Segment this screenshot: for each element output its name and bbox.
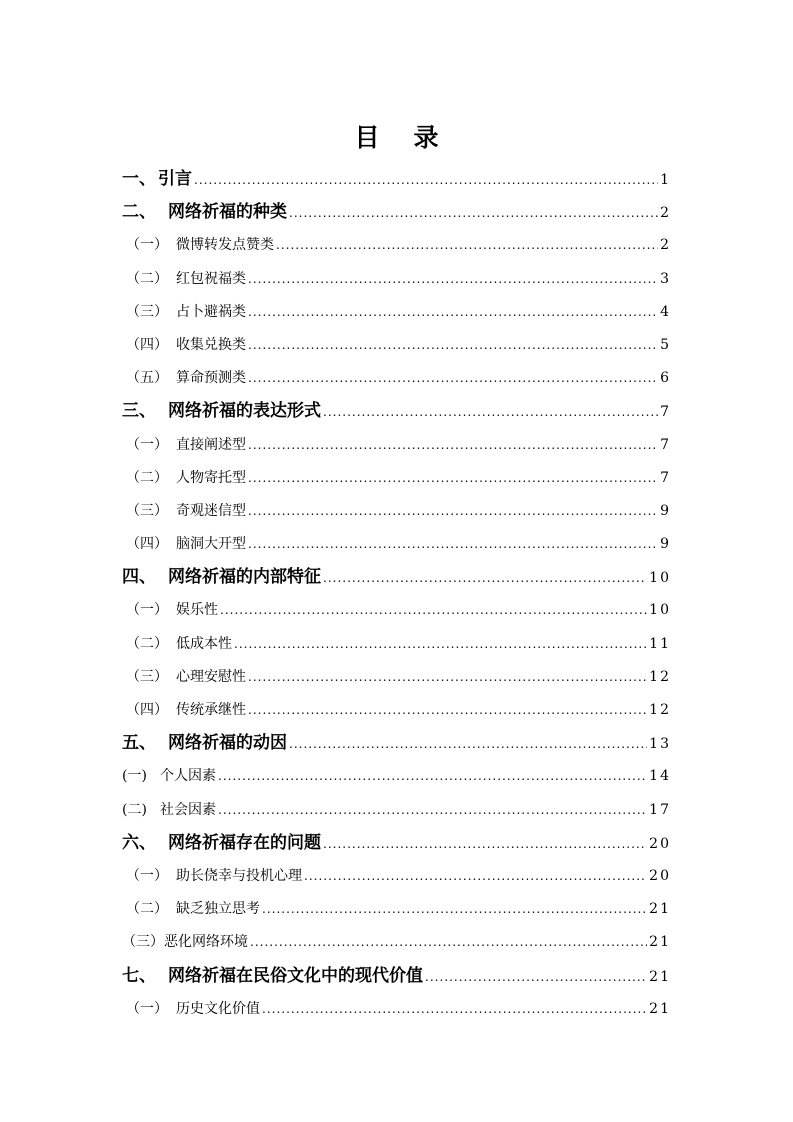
toc-entry-page: 17: [649, 801, 671, 818]
dot-leader: [248, 296, 658, 329]
dot-leader: [248, 462, 658, 495]
toc-entry-page: 21: [649, 901, 671, 918]
dot-leader: [248, 495, 658, 528]
toc-entry-label: 网络祈福的内部特征: [168, 567, 321, 588]
toc-entry-page: 5: [660, 336, 671, 353]
dot-leader: [218, 760, 647, 793]
toc-entry-number: （一）: [126, 237, 168, 254]
toc-entry-page: 14: [649, 768, 671, 785]
toc-entry-number: （三）: [126, 668, 168, 685]
toc-entry-page: 7: [660, 404, 671, 421]
toc-entry-2-5[interactable]: [122, 362, 669, 395]
toc-entry-5[interactable]: [122, 727, 669, 760]
toc-entry-5-1[interactable]: [122, 760, 669, 793]
toc-entry-number: （三）: [126, 303, 168, 320]
toc-entry-page: 12: [649, 702, 671, 718]
toc-entry-page: 2: [660, 205, 671, 222]
toc-entry-number: 二、: [122, 202, 156, 223]
dot-leader: [248, 694, 647, 727]
dot-leader: [323, 562, 647, 595]
toc-entry-2[interactable]: [122, 196, 669, 229]
toc-entry-number: 七、: [122, 965, 156, 986]
dot-leader: [248, 528, 658, 561]
toc-entry-number: 四、: [122, 567, 156, 588]
toc-entry-number: （一）: [126, 602, 168, 619]
toc-entry-label: 红包祝福类: [176, 270, 246, 287]
toc-entry-label: 算命预测类: [176, 370, 246, 387]
toc-entry-4-4[interactable]: [122, 694, 669, 727]
toc-entry-number: （二）: [126, 270, 168, 287]
toc-entry-5-2[interactable]: [122, 794, 669, 827]
toc-entry-label: 网络祈福的种类: [168, 202, 287, 223]
toc-entry-number: (一): [122, 768, 147, 785]
dot-leader: [262, 893, 647, 926]
table-of-contents: [122, 163, 669, 1026]
toc-entry-page: 13: [649, 736, 671, 753]
toc-entry-label: 娱乐性: [176, 602, 218, 619]
toc-entry-4-2[interactable]: [122, 628, 669, 661]
toc-entry-label: 收集兑换类: [176, 336, 246, 353]
toc-entry-number: （二）: [126, 901, 168, 918]
toc-entry-3-3[interactable]: [122, 495, 669, 528]
toc-entry-label: 网络祈福的表达形式: [168, 401, 321, 422]
toc-entry-6-2[interactable]: [122, 893, 669, 926]
dot-leader: [248, 429, 658, 462]
toc-entry-label: 网络祈福在民俗文化中的现代价值: [168, 965, 423, 986]
toc-entry-page: 20: [649, 867, 671, 884]
title-part-2: 录: [413, 123, 439, 152]
toc-entry-label: 占卜避祸类: [176, 303, 246, 320]
toc-entry-1[interactable]: [122, 163, 669, 196]
toc-entry-number: （四）: [126, 702, 168, 718]
toc-entry-number: 五、: [122, 733, 156, 754]
toc-entry-number: 六、: [122, 832, 156, 853]
dot-leader: [220, 594, 647, 627]
toc-entry-number: （三）: [122, 934, 164, 951]
toc-entry-page: 7: [660, 436, 671, 453]
toc-entry-label: 历史文化价值: [176, 1000, 260, 1017]
dot-leader: [194, 164, 658, 197]
page-title: [0, 118, 793, 158]
toc-entry-page: 11: [649, 635, 671, 652]
toc-entry-number: 一、: [122, 169, 156, 189]
toc-entry-page: 10: [649, 570, 671, 587]
dot-leader: [323, 828, 647, 861]
toc-entry-label: 传统承继性: [176, 702, 246, 718]
toc-entry-label: 引言: [158, 169, 192, 189]
toc-entry-label: 脑洞大开型: [176, 536, 246, 553]
toc-entry-2-2[interactable]: [122, 263, 669, 296]
toc-entry-number: （五）: [126, 370, 168, 387]
toc-entry-label: 心理安慰性: [176, 668, 246, 685]
toc-entry-page: 9: [660, 502, 671, 519]
toc-entry-6-1[interactable]: [122, 860, 669, 893]
toc-entry-number: （三）: [126, 502, 168, 519]
toc-entry-label: 人物寄托型: [176, 469, 246, 486]
toc-entry-2-1[interactable]: [122, 229, 669, 262]
toc-entry-page: 21: [649, 934, 671, 951]
toc-entry-4-3[interactable]: [122, 661, 669, 694]
toc-entry-4[interactable]: [122, 561, 669, 594]
toc-entry-number: （二）: [126, 469, 168, 486]
toc-entry-page: 21: [649, 968, 671, 985]
dot-leader: [289, 728, 647, 761]
toc-entry-number: （四）: [126, 536, 168, 553]
toc-entry-label: 直接阐述型: [176, 436, 246, 453]
toc-entry-number: （一）: [126, 867, 168, 884]
dot-leader: [323, 396, 658, 429]
toc-entry-3-4[interactable]: [122, 528, 669, 561]
toc-entry-3-2[interactable]: [122, 462, 669, 495]
toc-entry-label: 恶化网络环境: [164, 934, 248, 951]
toc-entry-page: 21: [649, 1000, 671, 1017]
toc-entry-page: 12: [649, 668, 671, 685]
toc-entry-label: 网络祈福的动因: [168, 733, 287, 754]
dot-leader: [218, 794, 647, 827]
toc-entry-6[interactable]: [122, 827, 669, 860]
dot-leader: [248, 329, 658, 362]
toc-entry-label: 社会因素: [160, 801, 216, 818]
toc-entry-number: （一）: [126, 436, 168, 453]
toc-entry-2-4[interactable]: [122, 329, 669, 362]
dot-leader: [248, 661, 647, 694]
toc-entry-7[interactable]: [122, 960, 669, 993]
toc-entry-page: 20: [649, 835, 671, 852]
dot-leader: [289, 197, 658, 230]
toc-entry-label: 微博转发点赞类: [176, 237, 274, 254]
toc-entry-number: （二）: [126, 635, 168, 652]
dot-leader: [425, 961, 647, 994]
dot-leader: [262, 993, 647, 1026]
toc-entry-4-1[interactable]: [122, 594, 669, 627]
toc-entry-page: 1: [660, 172, 671, 188]
toc-entry-number: （四）: [126, 336, 168, 353]
dot-leader: [304, 860, 647, 893]
dot-leader: [276, 229, 658, 262]
toc-entry-7-1[interactable]: [122, 993, 669, 1026]
toc-entry-label: 奇观迷信型: [176, 502, 246, 519]
toc-entry-label: 低成本性: [176, 635, 232, 652]
dot-leader: [248, 263, 658, 296]
toc-entry-page: 3: [660, 270, 671, 287]
toc-entry-page: 6: [660, 370, 671, 387]
toc-entry-page: 7: [660, 469, 671, 486]
toc-entry-6-3[interactable]: [122, 926, 669, 959]
title-part-1: 目: [354, 123, 380, 152]
dot-leader: [248, 362, 658, 395]
toc-entry-label: 网络祈福存在的问题: [168, 832, 321, 853]
toc-entry-page: 2: [660, 237, 671, 254]
toc-entry-number: （一）: [126, 1000, 168, 1017]
dot-leader: [234, 628, 647, 661]
toc-entry-3-1[interactable]: [122, 429, 669, 462]
toc-entry-label: 助长侥幸与投机心理: [176, 867, 302, 884]
toc-entry-page: 10: [649, 602, 671, 619]
dot-leader: [250, 926, 647, 959]
toc-entry-label: 缺乏独立思考: [176, 901, 260, 918]
toc-entry-number: (二): [122, 801, 147, 818]
toc-entry-number: 三、: [122, 401, 156, 422]
toc-entry-page: 4: [660, 303, 671, 320]
toc-entry-3[interactable]: [122, 395, 669, 428]
toc-entry-page: 9: [660, 536, 671, 553]
toc-entry-label: 个人因素: [160, 768, 216, 785]
toc-entry-2-3[interactable]: [122, 296, 669, 329]
